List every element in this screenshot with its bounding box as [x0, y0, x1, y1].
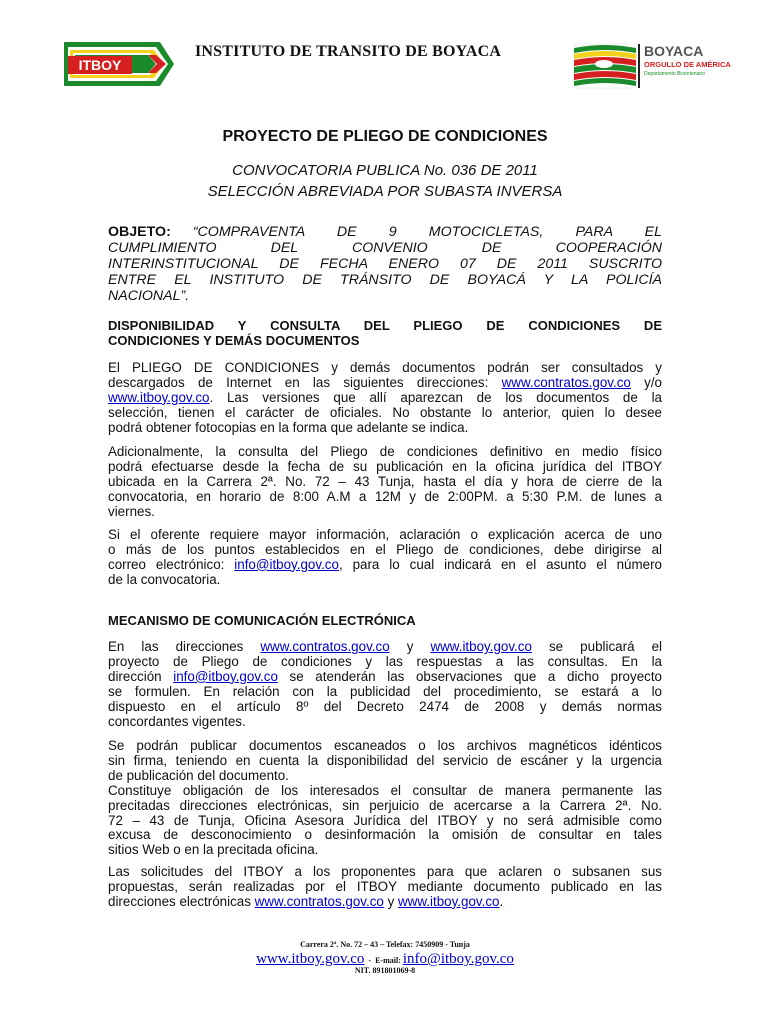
text-line: convocatoria, en horario de 8:00 A.M a 12M y de 2:00PM. a 5:30 P.M. de lunes a [108, 488, 662, 504]
text-line: viernes. [108, 503, 155, 519]
text-line: se formulen. En relación con la publicidad del procedimiento, se estará a lo [108, 683, 662, 699]
objeto-line: NACIONAL”. [108, 288, 190, 304]
email-link[interactable]: info@itboy.gov.co [234, 556, 339, 572]
contratos-link[interactable]: www.contratos.gov.co [260, 639, 390, 654]
text-line: sin firma, teniendo en cuenta la disponibilidad del servicio de escáner y la urgencia [108, 752, 662, 768]
section1-heading [108, 318, 662, 348]
text-line [108, 391, 662, 406]
text-line: podrá obtener fotocopias en la forma que adelante se indica. [108, 419, 469, 435]
text-line: de la convocatoria. [108, 571, 221, 587]
contratos-link[interactable]: www.contratos.gov.co [501, 374, 631, 390]
text-line: excusa de desconocimiento o desinformación la omisión de consultar en tales [108, 827, 662, 843]
text-span: y/o [630, 374, 662, 390]
document-title: PROYECTO DE PLIEGO DE CONDICIONES [222, 128, 548, 145]
text-line: sitios Web o en la precitada oficina. [108, 842, 319, 858]
section2-paragraph3 [108, 865, 662, 910]
text-line: proyecto de Pliego de condiciones y las respuestas a las consultas. En la [108, 653, 662, 669]
section1-heading-line1: DISPONIBILIDAD Y CONSULTA DEL PLIEGO DE CONDICIONES DE [108, 318, 662, 333]
text-line: Se podrán publicar documentos escaneados o los archivos magnéticos idénticos [108, 738, 662, 753]
text-line [108, 376, 662, 391]
section2-paragraph2 [108, 739, 662, 858]
text-line: Constituye obligación de los interesados el consultar de manera permanente las [108, 782, 662, 798]
text-line: Si el oferente requiere mayor información, aclaración o explicación acerca de uno [108, 527, 662, 542]
section1-paragraph1 [108, 361, 662, 436]
text-span: se atenderán las observaciones que a dicho proyecto [277, 668, 663, 684]
email-link[interactable]: info@itboy.gov.co [173, 668, 278, 684]
boyaca-logo [570, 40, 731, 92]
text-span: dirección [108, 668, 174, 684]
objeto-line: “COMPRAVENTA DE 9 MOTOCICLETAS, PARA EL [192, 224, 662, 240]
text-span: , para lo cual indicará en el asunto el número [338, 556, 662, 572]
text-span: descargados de Internet en las siguientes direcciones: [108, 374, 502, 390]
boyaca-logo-line3: Departamento Bicentenario [644, 71, 705, 77]
itboy-link[interactable]: www.itboy.gov.co [108, 389, 210, 405]
text-line: o más de los puntos establecidos en el Pliego de condiciones, debe dirigirse al [108, 541, 662, 557]
text-line [108, 895, 662, 910]
text-span: se publicará el [531, 639, 662, 654]
text-span: direcciones electrónicas [108, 893, 255, 909]
objeto-line: CUMPLIMIENTO DEL CONVENIO DE COOPERACIÓN [108, 240, 662, 256]
text-span: correo electrónico: [108, 556, 235, 572]
text-line: concordantes vigentes. [108, 713, 246, 729]
section2-paragraph1 [108, 640, 662, 729]
text-line: de publicación del documento. [108, 767, 289, 783]
text-line: dispuesto en el artículo 8º del Decreto 2474 de 2008 y demás normas [108, 698, 662, 714]
text-line [108, 640, 662, 655]
modality-subtitle: SELECCIÓN ABREVIADA POR SUBASTA INVERSA [207, 183, 563, 200]
contratos-link[interactable]: www.contratos.gov.co [254, 893, 384, 909]
footer-web-link[interactable]: www.itboy.gov.co [256, 951, 365, 967]
text-span: En las direcciones [108, 639, 261, 654]
footer-email-label: - E-mail: [364, 956, 403, 965]
boyaca-logo-line2: ORGULLO DE AMÉRICA [644, 60, 731, 69]
itboy-link[interactable]: www.itboy.gov.co [398, 893, 500, 909]
objeto-line: INTERINSTITUCIONAL DE FECHA ENERO 07 DE 2011 SUSCRITO [108, 256, 662, 272]
text-line: propuestas, serán realizadas por el ITBOY mediante documento publicado en las [108, 878, 662, 894]
objeto-label: OBJETO: [108, 224, 171, 240]
text-line [108, 558, 662, 573]
text-span: . Las versiones que allí aparezcan de los documentos de la [209, 389, 662, 405]
objeto-block [108, 224, 662, 304]
text-span: . [499, 893, 504, 909]
objeto-line: ENTRE EL INSTITUTO DE TRÁNSITO DE BOYACÁ Y LA POLICÍA [108, 272, 662, 288]
text-span: y [383, 893, 399, 909]
itboy-logo-text: ITBOY [78, 57, 122, 73]
text-span: y [389, 639, 431, 654]
text-line: Las solicitudes del ITBOY a los proponentes para que aclaren o subsanen sus [108, 864, 662, 879]
text-line [108, 670, 662, 685]
section1-heading-line2: CONDICIONES Y DEMÁS DOCUMENTOS [108, 333, 360, 348]
text-line: El PLIEGO DE CONDICIONES y demás documentos podrán ser consultados y [108, 360, 662, 375]
section2-heading: MECANISMO DE COMUNICACIÓN ELECTRÓNICA [108, 613, 416, 628]
section1-paragraph3 [108, 528, 662, 588]
footer-nit: NIT. 891801069-8 [354, 966, 416, 975]
boyaca-logo-line1: BOYACA [644, 43, 704, 59]
itboy-logo [64, 38, 184, 90]
text-line: 72 – 43 de Tunja, Oficina Asesora Jurídica del ITBOY y no será admisible como [108, 812, 662, 828]
itboy-link[interactable]: www.itboy.gov.co [430, 639, 532, 654]
institution-title: INSTITUTO DE TRANSITO DE BOYACA [195, 43, 502, 60]
convocatoria-subtitle: CONVOCATORIA PUBLICA No. 036 DE 2011 [232, 162, 538, 179]
text-line: ubicada en la Carrera 2ª. No. 72 – 43 Tunja, hasta el día y hora de cierre de la [108, 473, 662, 489]
section1-paragraph2 [108, 445, 662, 520]
text-line: precitadas direcciones electrónicas, sin perjuicio de acercarse a la Carrera 2ª. No. [108, 797, 662, 813]
text-line: podrá efectuarse desde la fecha de su publicación en la oficina jurídica del ITBOY [108, 458, 662, 474]
text-line: Adicionalmente, la consulta del Pliego de condiciones definitivo en medio físico [108, 444, 662, 459]
footer-address: Carrera 2ª. No. 72 – 43 – Telefax: 7450909 - Tunja [300, 940, 470, 949]
footer-email-link[interactable]: info@itboy.gov.co [402, 951, 514, 967]
text-line: selección, tienen el carácter de oficiales. No obstante lo anterior, quien lo desee [108, 404, 662, 420]
